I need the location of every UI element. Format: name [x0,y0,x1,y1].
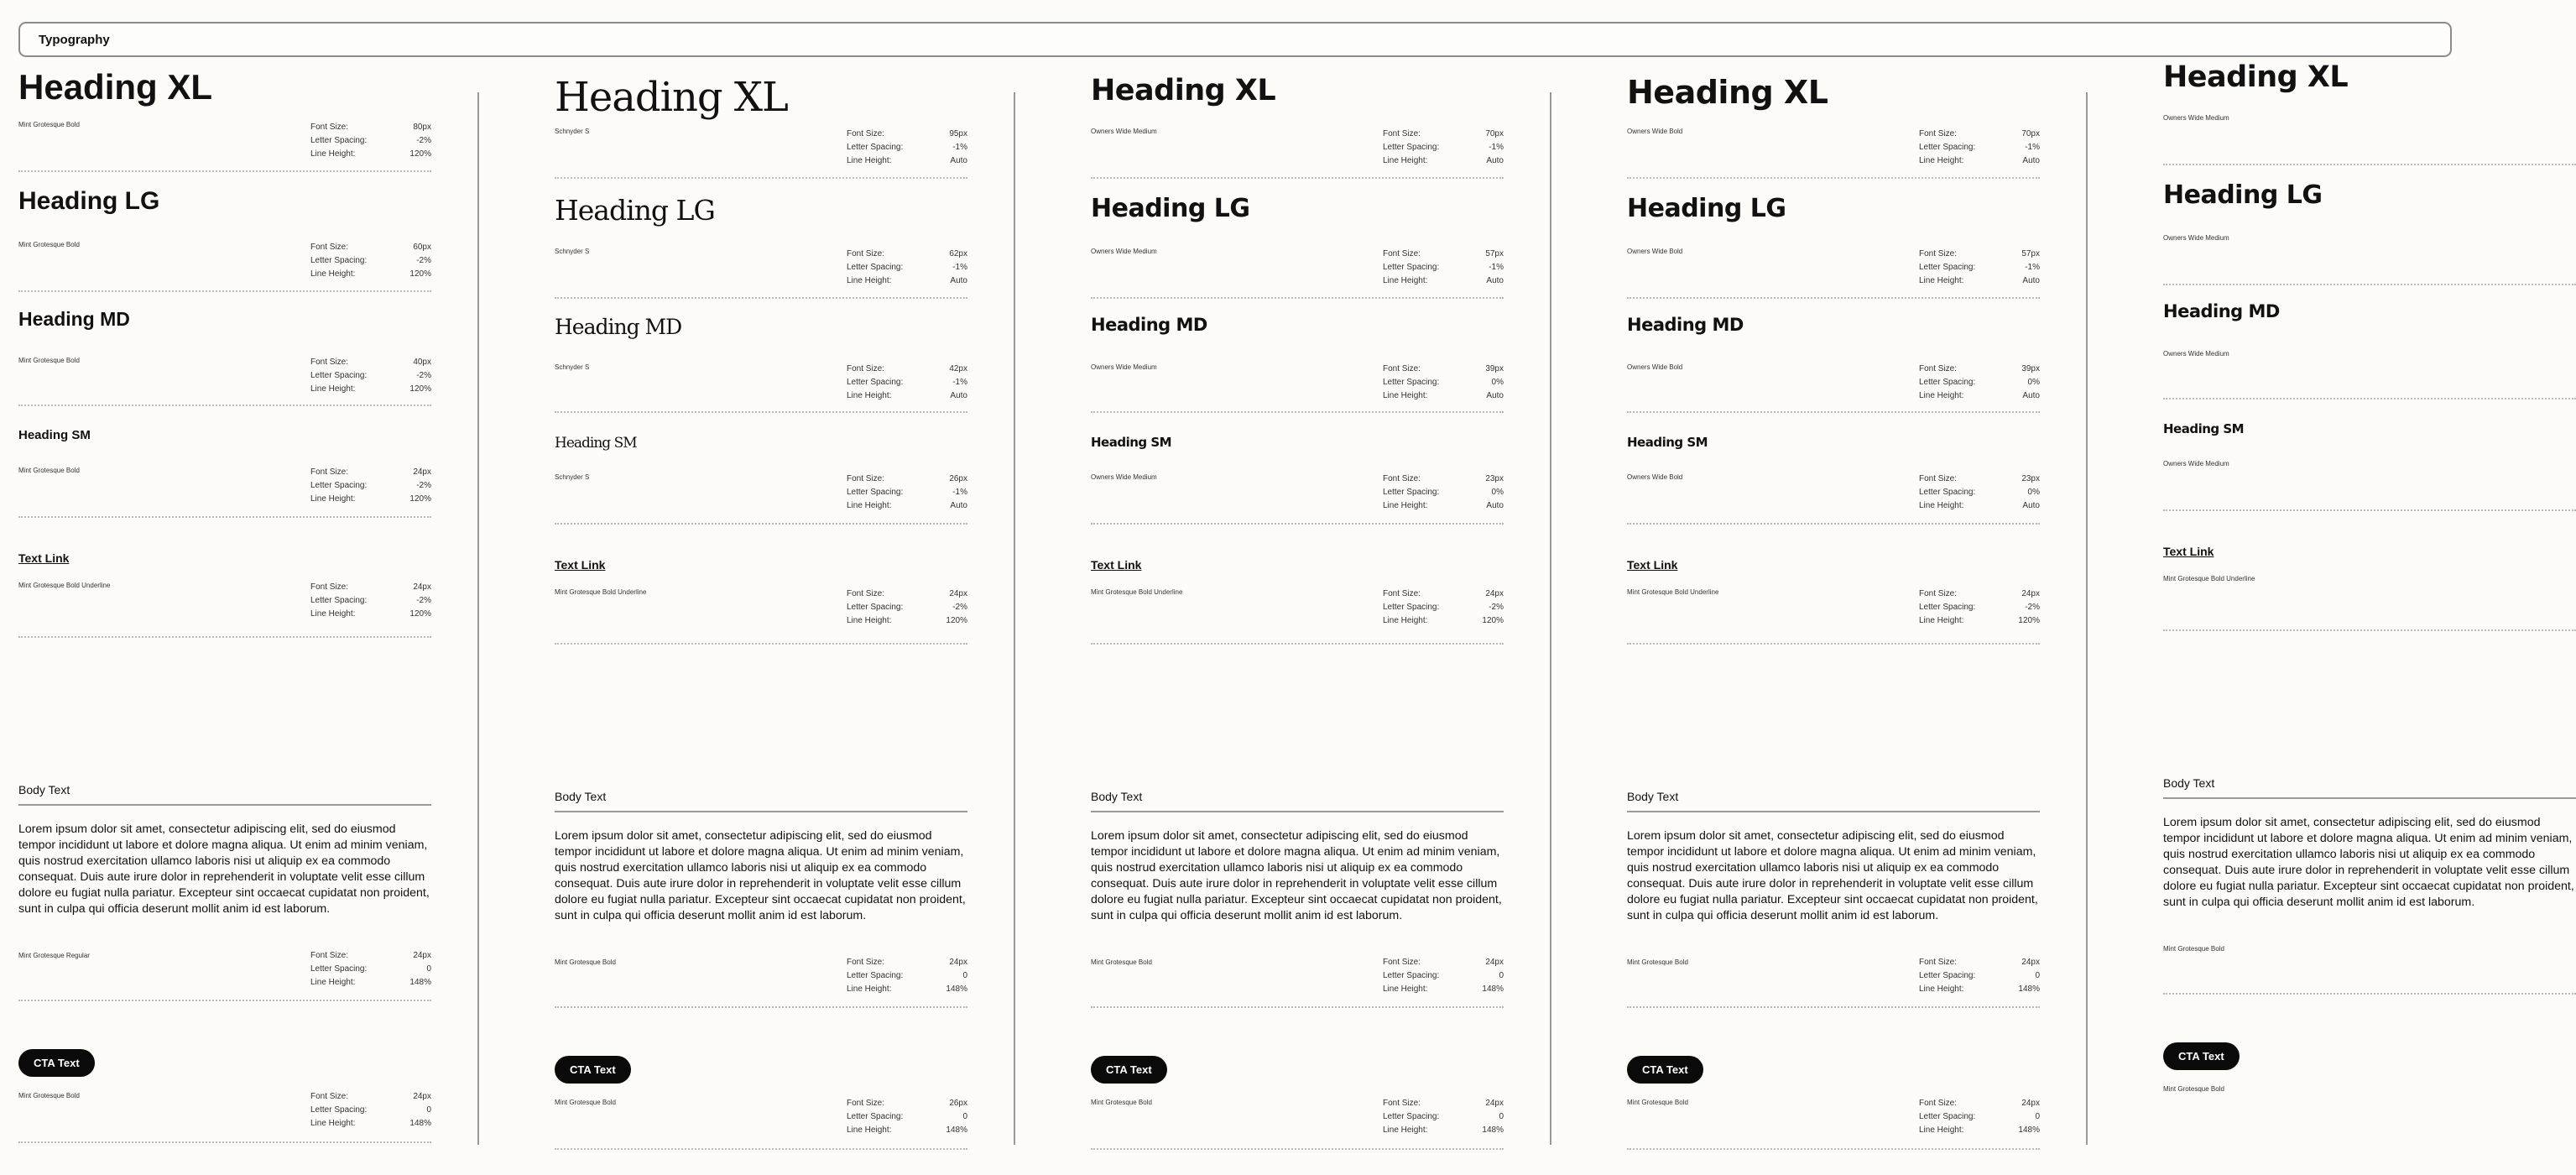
font-name: Mint Grotesque Bold [2163,945,2224,953]
spec-label-line-height: Line Height: [1919,156,1964,165]
body-text-rule [1091,811,1504,812]
spec-label-line-height: Line Height: [310,494,356,504]
spec-label-font-size: Font Size: [1383,129,1421,138]
spec-label-line-height: Line Height: [1919,1125,1964,1135]
spec-label-font-size: Font Size: [1919,364,1958,373]
font-name: Owners Wide Bold [1627,248,1683,255]
spec-label-line-height: Line Height: [1383,1125,1428,1135]
spec-label-line-height: Line Height: [1919,984,1964,994]
column-divider [477,92,479,1145]
spec-value-font-size: 24px [1485,589,1504,598]
divider-rule [1627,643,2040,645]
spec-label-line-height: Line Height: [847,276,892,285]
text-link-sample[interactable]: Text Link [555,558,606,572]
spec-value-line-height: Auto [1486,156,1504,165]
font-name: Owners Wide Bold [1627,128,1683,135]
spec-label-letter-spacing: Letter Spacing: [1919,1112,1976,1121]
heading-sample: Heading LG [555,194,715,227]
spec-value-letter-spacing: 0 [1499,1112,1504,1121]
spec-value-line-height: 120% [409,384,431,394]
divider-rule [18,1141,431,1143]
spec-label-letter-spacing: Letter Spacing: [1919,488,1976,497]
heading-sample: Heading LG [2163,180,2323,210]
type-column-3 [1091,0,1504,1175]
heading-sample: Heading MD [18,308,130,330]
heading-sample: Heading SM [2163,421,2245,436]
spec-label-font-size: Font Size: [847,958,885,967]
font-name: Owners Wide Medium [2163,234,2229,242]
spec-value-line-height: 148% [946,984,967,994]
spec-label-font-size: Font Size: [847,474,885,483]
divider-rule [555,1006,967,1008]
heading-sample: Heading SM [18,428,91,442]
spec-label-line-height: Line Height: [1919,501,1964,510]
spec-label-line-height: Line Height: [847,156,892,165]
spec-value-letter-spacing: -2% [416,596,431,605]
divider-rule [2163,509,2576,511]
spec-value-line-height: 148% [2018,984,2040,994]
divider-rule [18,170,431,172]
divider-rule [1627,297,2040,299]
column-divider [1550,92,1551,1145]
spec-label-letter-spacing: Letter Spacing: [847,603,904,612]
spec-label-letter-spacing: Letter Spacing: [310,371,368,380]
spec-label-font-size: Font Size: [310,358,349,367]
divider-rule [1627,523,2040,525]
font-name: Mint Grotesque Regular [18,952,90,959]
body-text-rule [2163,797,2576,799]
spec-label-font-size: Font Size: [847,129,885,138]
spec-label-letter-spacing: Letter Spacing: [847,378,904,387]
text-link-sample[interactable]: Text Link [2163,545,2214,558]
spec-value-font-size: 26px [949,1099,967,1108]
spec-label-font-size: Font Size: [1919,249,1958,258]
spec-label-font-size: Font Size: [847,1099,885,1108]
spec-value-line-height: Auto [2022,501,2040,510]
spec-value-line-height: 120% [409,609,431,619]
body-text-label: Body Text [555,790,607,803]
spec-label-letter-spacing: Letter Spacing: [310,1105,368,1115]
spec-label-font-size: Font Size: [1383,958,1421,967]
spec-label-letter-spacing: Letter Spacing: [1383,143,1440,152]
spec-label-line-height: Line Height: [310,1119,356,1128]
divider-rule [18,516,431,518]
spec-label-letter-spacing: Letter Spacing: [1919,378,1976,387]
spec-value-line-height: 148% [409,978,431,987]
spec-label-line-height: Line Height: [310,149,356,159]
text-link-sample[interactable]: Text Link [18,551,70,565]
spec-label-line-height: Line Height: [310,384,356,394]
font-name: Mint Grotesque Bold [1627,958,1688,966]
divider-rule [1091,1006,1504,1008]
spec-label-font-size: Font Size: [310,1092,349,1101]
heading-sample: Heading MD [2163,301,2280,321]
font-name: Owners Wide Medium [1091,473,1157,481]
heading-sample: Heading XL [2163,60,2349,94]
spec-label-line-height: Line Height: [847,391,892,400]
body-text-label: Body Text [18,783,70,796]
spec-label-letter-spacing: Letter Spacing: [310,596,368,605]
spec-value-letter-spacing: 0 [962,1112,967,1121]
spec-value-font-size: 39px [2021,364,2040,373]
spec-label-letter-spacing: Letter Spacing: [1919,263,1976,272]
font-name: Mint Grotesque Bold [555,958,616,966]
font-name: Mint Grotesque Bold [1627,1099,1688,1106]
spec-value-line-height: 120% [1482,616,1504,625]
spec-value-letter-spacing: -1% [1489,143,1504,152]
divider-rule [1091,643,1504,645]
spec-value-font-size: 24px [413,951,431,960]
spec-value-font-size: 23px [2021,474,2040,483]
font-name: Mint Grotesque Bold Underline [1091,588,1183,596]
spec-value-line-height: 148% [2018,1125,2040,1135]
spec-label-line-height: Line Height: [1383,391,1428,400]
spec-value-line-height: 148% [409,1119,431,1128]
spec-value-line-height: Auto [950,276,967,285]
text-link-sample[interactable]: Text Link [1627,558,1678,572]
spec-value-font-size: 24px [1485,958,1504,967]
spec-label-letter-spacing: Letter Spacing: [1383,488,1440,497]
spec-label-line-height: Line Height: [847,984,892,994]
spec-value-font-size: 70px [1485,129,1504,138]
divider-rule [555,411,967,413]
cta-button[interactable]: CTA Text [1627,1056,1703,1084]
spec-value-line-height: 148% [946,1125,967,1135]
spec-label-line-height: Line Height: [1919,616,1964,625]
divider-rule [555,1148,967,1150]
spec-label-font-size: Font Size: [1383,1099,1421,1108]
spec-label-line-height: Line Height: [1919,391,1964,400]
spec-value-line-height: Auto [1486,276,1504,285]
spec-label-line-height: Line Height: [310,609,356,619]
spec-value-letter-spacing: 0 [2035,971,2040,980]
font-name: Owners Wide Medium [1091,128,1157,135]
spec-label-letter-spacing: Letter Spacing: [847,1112,904,1121]
spec-label-line-height: Line Height: [1919,276,1964,285]
spec-value-letter-spacing: 0 [1499,971,1504,980]
spec-value-letter-spacing: 0% [1491,488,1504,497]
font-name: Mint Grotesque Bold Underline [1627,588,1719,596]
spec-label-font-size: Font Size: [847,249,885,258]
spec-label-font-size: Font Size: [1919,129,1958,138]
heading-sample: Heading LG [18,187,160,215]
heading-sample: Heading MD [1091,315,1207,335]
spec-value-letter-spacing: 0 [2035,1112,2040,1121]
spec-label-line-height: Line Height: [847,501,892,510]
spec-label-letter-spacing: Letter Spacing: [1919,971,1976,980]
spec-value-line-height: Auto [950,156,967,165]
spec-value-line-height: 120% [409,149,431,159]
divider-rule [1627,177,2040,179]
divider-rule [2163,164,2576,165]
spec-label-letter-spacing: Letter Spacing: [1919,603,1976,612]
spec-label-font-size: Font Size: [847,589,885,598]
spec-value-font-size: 24px [2021,958,2040,967]
spec-value-font-size: 57px [2021,249,2040,258]
spec-label-letter-spacing: Letter Spacing: [1383,971,1440,980]
spec-value-line-height: 148% [1482,1125,1504,1135]
body-text-sample: Lorem ipsum dolor sit amet, consectetur adipiscing elit, sed do eiusmod tempor incididunt ut labore et dolore magna aliqua. Ut enim ad minim veniam, quis nostrud exercitation ullamco laboris nisi ut aliquip ex ea commodo consequat. Duis aute irure dolor in reprehenderit in voluptate velit esse cillum dolore eu fugiat nulla pariatur. Excepteur sint occaecat cupidatat non proident, sunt in culpa qui officia deserunt mollit anim id est laborum. [555,829,966,922]
text-link-sample[interactable]: Text Link [1091,558,1142,572]
font-name: Schnyder S [555,128,590,135]
spec-value-line-height: Auto [1486,501,1504,510]
spec-value-font-size: 24px [1485,1099,1504,1108]
spec-label-line-height: Line Height: [310,269,356,279]
font-name: Mint Grotesque Bold [18,1092,80,1099]
spec-label-line-height: Line Height: [847,1125,892,1135]
body-text-label: Body Text [1091,790,1143,803]
heading-sample: Heading LG [1627,194,1786,223]
heading-sample: Heading SM [555,435,637,452]
cta-button[interactable]: CTA Text [1091,1056,1167,1084]
spec-value-font-size: 70px [2021,129,2040,138]
body-text-sample: Lorem ipsum dolor sit amet, consectetur adipiscing elit, sed do eiusmod tempor incididunt ut labore et dolore magna aliqua. Ut enim ad minim veniam, quis nostrud exercitation ullamco laboris nisi ut aliquip ex ea commodo consequat. Duis aute irure dolor in reprehenderit in voluptate velit esse cillum dolore eu fugiat nulla pariatur. Excepteur sint occaecat cupidatat non proident, sunt in culpa qui officia deserunt mollit anim id est laborum. [1091,829,1502,922]
spec-label-letter-spacing: Letter Spacing: [310,481,368,490]
spec-value-font-size: 62px [949,249,967,258]
spec-label-letter-spacing: Letter Spacing: [310,964,368,974]
spec-value-letter-spacing: -2% [1489,603,1504,612]
spec-value-font-size: 24px [413,1092,431,1101]
spec-label-line-height: Line Height: [1383,156,1428,165]
font-name: Owners Wide Bold [1627,363,1683,371]
divider-rule [2163,284,2576,285]
spec-label-font-size: Font Size: [1383,474,1421,483]
spec-value-letter-spacing: -1% [2025,143,2040,152]
spec-value-letter-spacing: -1% [952,143,967,152]
heading-sample: Heading XL [1091,74,1276,107]
body-text-label: Body Text [2163,776,2215,790]
spec-value-line-height: Auto [950,391,967,400]
font-name: Owners Wide Medium [2163,350,2229,358]
divider-rule [18,405,431,406]
heading-sample: Heading MD [555,315,682,339]
spec-value-font-size: 26px [949,474,967,483]
body-text-label: Body Text [1627,790,1679,803]
spec-value-letter-spacing: -1% [952,488,967,497]
font-name: Schnyder S [555,473,590,481]
font-name: Owners Wide Medium [2163,460,2229,467]
type-column-1 [18,0,431,1175]
spec-label-line-height: Line Height: [1383,616,1428,625]
spec-label-font-size: Font Size: [1919,958,1958,967]
spec-value-letter-spacing: -2% [416,256,431,265]
spec-value-line-height: 120% [409,494,431,504]
divider-rule [1091,523,1504,525]
spec-value-font-size: 24px [413,467,431,477]
spec-value-line-height: Auto [2022,156,2040,165]
spec-label-letter-spacing: Letter Spacing: [847,971,904,980]
column-divider [2086,92,2088,1145]
spec-label-letter-spacing: Letter Spacing: [1919,143,1976,152]
spec-value-letter-spacing: 0% [2027,488,2040,497]
font-name: Owners Wide Medium [1091,363,1157,371]
body-text-rule [1627,811,2040,812]
font-name: Mint Grotesque Bold [1091,958,1152,966]
section-title: Typography [39,33,110,47]
spec-value-letter-spacing: -2% [416,481,431,490]
spec-label-line-height: Line Height: [1383,276,1428,285]
spec-value-font-size: 23px [1485,474,1504,483]
spec-label-line-height: Line Height: [847,616,892,625]
spec-label-font-size: Font Size: [847,364,885,373]
divider-rule [18,1000,431,1001]
spec-value-font-size: 80px [413,123,431,132]
spec-value-letter-spacing: -1% [952,378,967,387]
divider-rule [555,643,967,645]
type-column-2 [555,0,967,1175]
spec-label-font-size: Font Size: [1383,589,1421,598]
divider-rule [2163,398,2576,400]
body-text-rule [18,804,431,806]
spec-value-letter-spacing: -2% [952,603,967,612]
spec-label-letter-spacing: Letter Spacing: [1383,263,1440,272]
spec-label-font-size: Font Size: [1919,589,1958,598]
spec-value-letter-spacing: 0 [962,971,967,980]
spec-label-letter-spacing: Letter Spacing: [847,143,904,152]
divider-rule [555,177,967,179]
type-column-5 [2163,0,2576,1175]
spec-value-letter-spacing: 0 [426,1105,431,1115]
font-name: Mint Grotesque Bold [18,121,80,128]
spec-value-line-height: 120% [2018,616,2040,625]
spec-value-line-height: Auto [950,501,967,510]
font-name: Mint Grotesque Bold Underline [2163,575,2255,582]
spec-value-font-size: 24px [2021,1099,2040,1108]
divider-rule [1091,1148,1504,1150]
spec-label-font-size: Font Size: [310,243,349,252]
spec-label-font-size: Font Size: [310,467,349,477]
spec-value-letter-spacing: -2% [416,136,431,145]
font-name: Owners Wide Medium [1091,248,1157,255]
spec-value-letter-spacing: -1% [2025,263,2040,272]
spec-value-letter-spacing: -2% [2025,603,2040,612]
spec-value-line-height: Auto [2022,276,2040,285]
spec-label-letter-spacing: Letter Spacing: [1383,1112,1440,1121]
spec-label-letter-spacing: Letter Spacing: [1383,378,1440,387]
cta-button[interactable]: CTA Text [18,1049,95,1077]
heading-sample: Heading XL [555,74,788,121]
spec-value-font-size: 57px [1485,249,1504,258]
spec-label-line-height: Line Height: [1383,984,1428,994]
heading-sample: Heading LG [1091,194,1250,223]
divider-rule [2163,993,2576,995]
font-name: Mint Grotesque Bold [18,467,80,474]
spec-value-line-height: Auto [2022,391,2040,400]
font-name: Schnyder S [555,363,590,371]
divider-rule [555,523,967,525]
cta-button[interactable]: CTA Text [555,1056,631,1084]
spec-label-font-size: Font Size: [310,123,349,132]
spec-value-letter-spacing: 0% [2027,378,2040,387]
spec-value-letter-spacing: -1% [952,263,967,272]
spec-value-letter-spacing: -2% [416,371,431,380]
spec-value-font-size: 40px [413,358,431,367]
spec-value-letter-spacing: 0 [426,964,431,974]
font-name: Owners Wide Bold [1627,473,1683,481]
spec-value-font-size: 39px [1485,364,1504,373]
body-text-sample: Lorem ipsum dolor sit amet, consectetur adipiscing elit, sed do eiusmod tempor incididunt ut labore et dolore magna aliqua. Ut enim ad minim veniam, quis nostrud exercitation ullamco laboris nisi ut aliquip ex ea commodo consequat. Duis aute irure dolor in reprehenderit in voluptate velit esse cillum dolore eu fugiat nulla pariatur. Excepteur sint occaecat cupidatat non proident, sunt in culpa qui officia deserunt mollit anim id est laborum. [1627,829,2038,922]
spec-label-letter-spacing: Letter Spacing: [847,488,904,497]
spec-label-line-height: Line Height: [310,978,356,987]
spec-label-font-size: Font Size: [1383,364,1421,373]
spec-value-line-height: 120% [409,269,431,279]
spec-value-font-size: 24px [949,589,967,598]
spec-label-line-height: Line Height: [1383,501,1428,510]
divider-rule [1091,411,1504,413]
spec-value-line-height: 148% [1482,984,1504,994]
font-name: Mint Grotesque Bold [555,1099,616,1106]
divider-rule [1627,411,2040,413]
font-name: Schnyder S [555,248,590,255]
divider-rule [18,636,431,638]
divider-rule [1627,1148,2040,1150]
heading-sample: Heading XL [1627,74,1828,111]
type-column-4 [1627,0,2040,1175]
spec-value-line-height: Auto [1486,391,1504,400]
font-name: Mint Grotesque Bold [1091,1099,1152,1106]
divider-rule [1091,177,1504,179]
font-name: Mint Grotesque Bold [18,357,80,364]
body-text-sample: Lorem ipsum dolor sit amet, consectetur adipiscing elit, sed do eiusmod tempor incididunt ut labore et dolore magna aliqua. Ut enim ad minim veniam, quis nostrud exercitation ullamco laboris nisi ut aliquip ex ea commodo consequat. Duis aute irure dolor in reprehenderit in voluptate velit esse cillum dolore eu fugiat nulla pariatur. Excepteur sint occaecat cupidatat non proident, sunt in culpa qui officia deserunt mollit anim id est laborum. [18,822,430,916]
spec-label-font-size: Font Size: [1383,249,1421,258]
font-name: Owners Wide Medium [2163,114,2229,122]
spec-value-font-size: 24px [2021,589,2040,598]
spec-value-font-size: 24px [949,958,967,967]
font-name: Mint Grotesque Bold [2163,1085,2224,1093]
heading-sample: Heading XL [18,67,213,107]
body-text-rule [555,811,967,812]
heading-sample: Heading SM [1627,435,1708,450]
heading-sample: Heading SM [1091,435,1172,450]
font-name: Mint Grotesque Bold Underline [18,582,111,589]
spec-label-font-size: Font Size: [1919,474,1958,483]
font-name: Mint Grotesque Bold [18,241,80,248]
spec-value-line-height: 120% [946,616,967,625]
spec-value-font-size: 42px [949,364,967,373]
spec-value-font-size: 60px [413,243,431,252]
column-divider [1014,92,1015,1145]
cta-button[interactable]: CTA Text [2163,1042,2240,1070]
spec-label-font-size: Font Size: [1919,1099,1958,1108]
divider-rule [2163,629,2576,631]
spec-label-font-size: Font Size: [310,951,349,960]
heading-sample: Heading MD [1627,315,1744,335]
spec-label-letter-spacing: Letter Spacing: [310,256,368,265]
spec-label-letter-spacing: Letter Spacing: [847,263,904,272]
divider-rule [1627,1006,2040,1008]
body-text-sample: Lorem ipsum dolor sit amet, consectetur adipiscing elit, sed do eiusmod tempor incididunt ut labore et dolore magna aliqua. Ut enim ad minim veniam, quis nostrud exercitation ullamco laboris nisi ut aliquip ex ea commodo consequat. Duis aute irure dolor in reprehenderit in voluptate velit esse cillum dolore eu fugiat nulla pariatur. Excepteur sint occaecat cupidatat non proident, sunt in culpa qui officia deserunt mollit anim id est laborum. [2163,816,2574,909]
spec-value-letter-spacing: 0% [1491,378,1504,387]
divider-rule [18,290,431,292]
spec-label-font-size: Font Size: [310,582,349,592]
spec-label-letter-spacing: Letter Spacing: [310,136,368,145]
spec-label-letter-spacing: Letter Spacing: [1383,603,1440,612]
spec-value-letter-spacing: -1% [1489,263,1504,272]
divider-rule [1091,297,1504,299]
spec-value-font-size: 24px [413,582,431,592]
divider-rule [555,297,967,299]
font-name: Mint Grotesque Bold Underline [555,588,647,596]
spec-value-font-size: 95px [949,129,967,138]
